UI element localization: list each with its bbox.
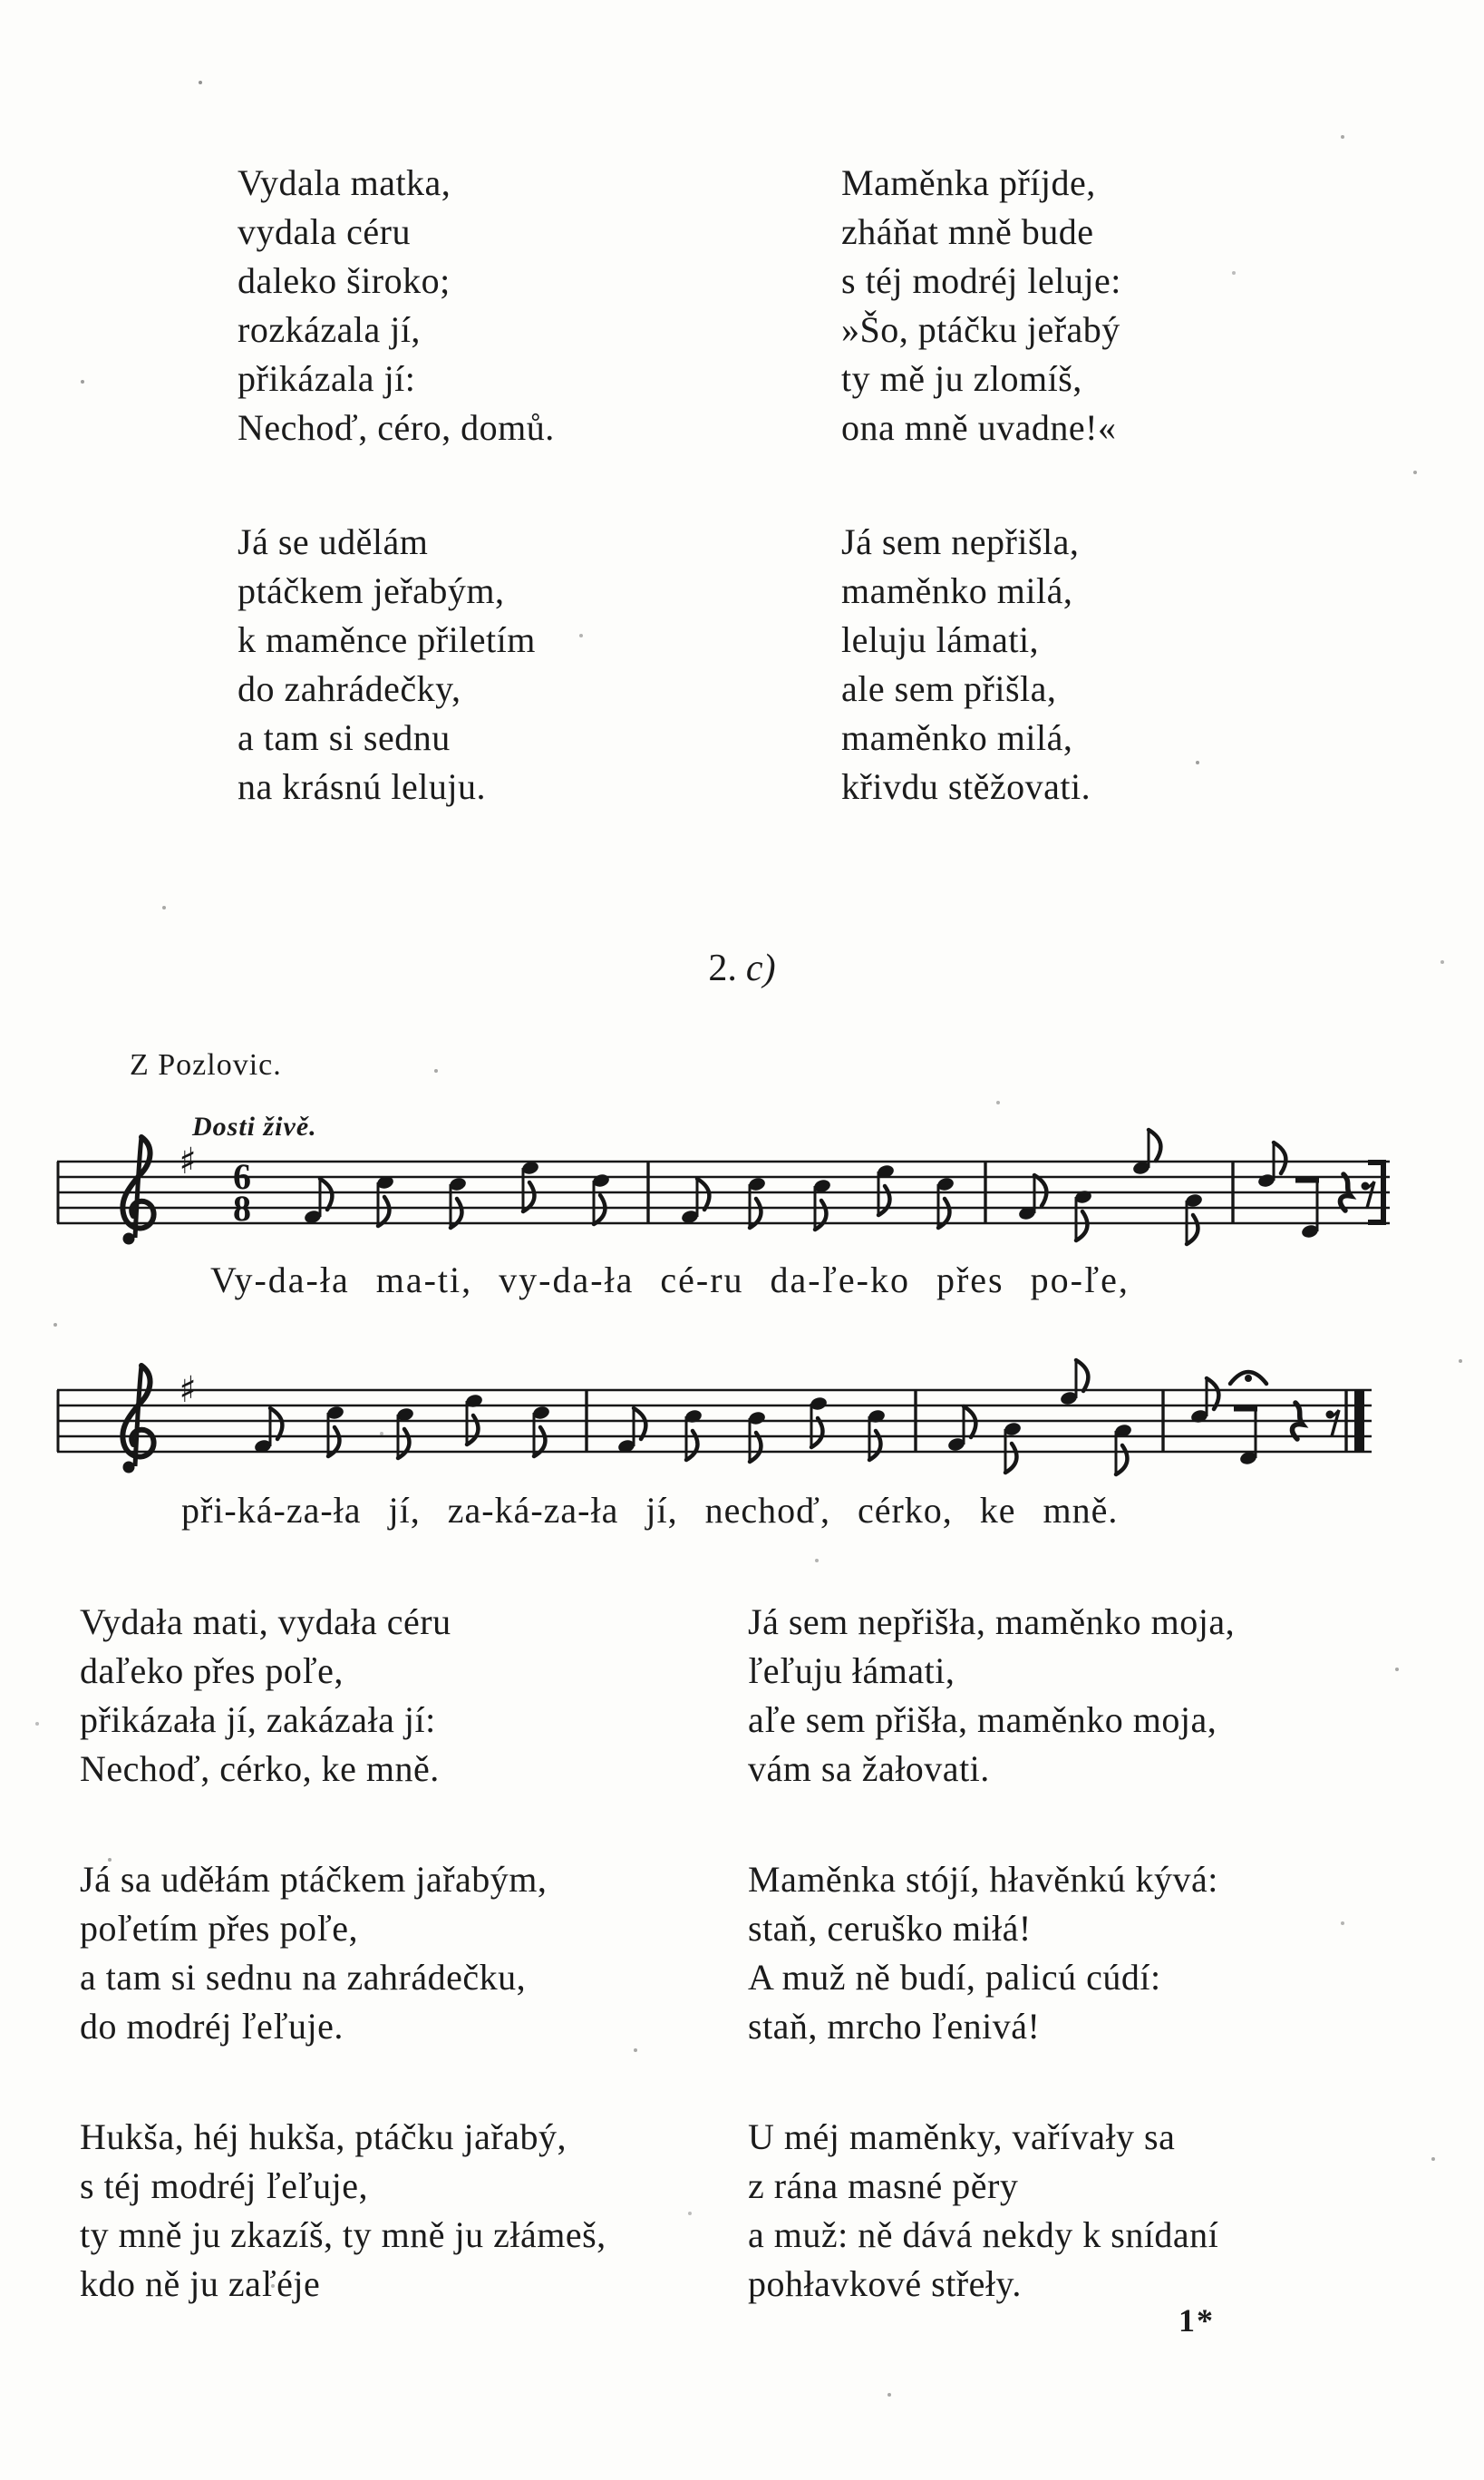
- verse-line: staň, mrcho ľenivá!: [748, 2006, 1041, 2047]
- eighth-flag-icon: [1034, 1175, 1046, 1206]
- verse-line: maměnko milá,: [841, 570, 1073, 611]
- top-right-column: [841, 159, 1121, 812]
- verse-line: ty mě ju zlomíš,: [841, 358, 1082, 399]
- time-signature-upper: 6: [233, 1156, 251, 1197]
- sharp-icon: ♯: [179, 1369, 197, 1411]
- treble-clef-icon: [123, 1233, 135, 1245]
- verse-line: přikázala jí:: [238, 358, 416, 399]
- verse-line: Maměnka stójí, hłavěnkú kývá:: [748, 1859, 1218, 1900]
- verse-line: leluju lámati,: [841, 619, 1040, 660]
- verse-line: zháňat mně bude: [841, 211, 1094, 252]
- verse-line: Já sa uděłám ptáčkem jařabým,: [80, 1859, 548, 1900]
- eighth-flag-icon: [1274, 1143, 1285, 1173]
- song-variant-letter: c): [745, 948, 776, 989]
- verse-line: ty mně ju zkazíš, ty mně ju złámeš,: [80, 2214, 606, 2255]
- verse-line: ale sem přišla,: [841, 668, 1057, 709]
- song-number: 2.: [708, 948, 737, 989]
- verse-line: Já sem nepřišła, maměnko moja,: [748, 1601, 1236, 1642]
- sharp-icon: ♯: [179, 1141, 197, 1182]
- verse-line: »Šo, ptáčku jeřabý: [841, 309, 1120, 350]
- partial-beam: [1234, 1405, 1257, 1412]
- tempo-marking: Dosti živě.: [192, 1112, 317, 1142]
- stanza: [80, 1598, 606, 1794]
- eighth-flag-icon: [1076, 1211, 1087, 1240]
- stanza: [748, 1598, 1235, 1794]
- final-barline-thick: [1354, 1389, 1364, 1453]
- verse-line: poľetím přes poľe,: [80, 1908, 358, 1949]
- verse-line: U méj maměnky, vařívały sa: [748, 2116, 1176, 2157]
- verse-line: na krásnú leluju.: [238, 766, 486, 807]
- verse-line: a muž: ně dává nekdy k snídaní: [748, 2214, 1219, 2255]
- verse-line: a tam si sednu: [238, 717, 451, 758]
- eighth-flag-icon: [1116, 1445, 1127, 1474]
- verse-line: daleko široko;: [238, 260, 451, 301]
- verse-line: vám sa žałovati.: [748, 1748, 990, 1789]
- verse-line: kdo ně ju zaľéje: [80, 2263, 321, 2304]
- music-staff-1: [50, 1123, 1401, 1281]
- treble-clef-icon: [123, 1462, 135, 1473]
- verse-line: rozkázala jí,: [238, 309, 421, 350]
- verse-line: ľeľuju łámati,: [748, 1650, 955, 1691]
- verse-line: aľe sem přišła, maměnko moja,: [748, 1699, 1217, 1740]
- song-number-heading: [0, 947, 1484, 990]
- verse-line: s téj modréj leluje:: [841, 260, 1121, 301]
- verse-line: ptáčkem jeřabým,: [238, 570, 505, 611]
- staff-1-lyrics: Vy-da-ła ma-ti, vy-da-ła cé-ru da-ľe-ko přes po-ľe,: [210, 1259, 1130, 1300]
- eighth-flag-icon: [594, 1195, 605, 1224]
- eighth-flag-icon: [1187, 1215, 1198, 1244]
- stanza: [841, 159, 1121, 452]
- staff-end-bracket: [1368, 1160, 1381, 1165]
- eighth-flag-icon: [378, 1197, 389, 1226]
- verse-line: Vydala matka,: [238, 162, 451, 203]
- song-source: Z Pozlovic.: [130, 1048, 282, 1082]
- eighth-flag-icon: [697, 1179, 709, 1210]
- verse-line: do zahrádečky,: [238, 668, 461, 709]
- verse-line: pohłavkové střeły.: [748, 2263, 1022, 2304]
- verse-line: k maměnce přiletím: [238, 619, 536, 660]
- verse-line: Hukša, héj hukša, ptáčku jařabý,: [80, 2116, 567, 2157]
- music-staff-1-svg: [50, 1123, 1401, 1281]
- verse-line: Nechoď, céro, domů.: [238, 407, 555, 448]
- verse-line: do modréj ľeľuje.: [80, 2006, 344, 2047]
- time-signature-lower: 8: [233, 1188, 251, 1229]
- eighth-flag-icon: [878, 1186, 889, 1215]
- eighth-flag-icon: [815, 1201, 826, 1230]
- eighth-flag-icon: [320, 1179, 332, 1210]
- verse-line: Maměnka příjde,: [841, 162, 1096, 203]
- verse-line: a tam si sednu na zahrádečku,: [80, 1957, 527, 1998]
- scan-noise: [0, 0, 2, 2]
- eighth-flag-icon: [1005, 1444, 1016, 1473]
- eighth-flag-icon: [634, 1408, 645, 1439]
- eighth-flag-icon: [1149, 1130, 1160, 1161]
- verse-line: Já se udělám: [238, 521, 429, 562]
- staff-end-bracket: [1381, 1160, 1386, 1225]
- verse-line: vydala céru: [238, 211, 411, 252]
- verse-line: křivdu stěžovati.: [841, 766, 1091, 807]
- verse-line: A muž ně budí, palicú cúdí:: [748, 1957, 1161, 1998]
- eighth-flag-icon: [811, 1418, 822, 1447]
- staff-end-bracket: [1368, 1220, 1381, 1225]
- page-signature-mark: 1*: [1178, 2302, 1215, 2339]
- verse-line: s téj modréj ľeľuje,: [80, 2165, 368, 2206]
- verse-line: přikázała jí, zakázała jí:: [80, 1699, 436, 1740]
- verse-line: ona mně uvadne!«: [841, 407, 1117, 448]
- verse-line: staň, ceruško miłá!: [748, 1908, 1032, 1949]
- fermata-icon: [1245, 1375, 1252, 1382]
- verse-line: maměnko milá,: [841, 717, 1073, 758]
- bottom-left-column: [80, 1598, 606, 2309]
- top-left-column: [238, 159, 555, 812]
- eighth-flag-icon: [1076, 1360, 1088, 1391]
- stanza: [80, 1855, 606, 2051]
- music-staff-2: [50, 1351, 1382, 1510]
- stanza: [841, 518, 1121, 812]
- verse-line: Nechoď, cérko, ke mně.: [80, 1748, 440, 1789]
- staff-2-lyrics: při-ká-za-ła jí, za-ká-za-ła jí, nechoď, cérko, ke mně.: [181, 1490, 1119, 1531]
- partial-beam: [1295, 1177, 1319, 1183]
- verse-line: Vydała mati, vydała céru: [80, 1601, 451, 1642]
- eighth-flag-icon: [398, 1429, 409, 1458]
- stanza: [238, 159, 555, 452]
- stanza: [238, 518, 555, 812]
- stanza: [748, 1855, 1235, 2051]
- verse-line: Já sem nepřišla,: [841, 521, 1080, 562]
- verse-line: daľeko přes poľe,: [80, 1650, 344, 1691]
- music-staff-2-svg: [50, 1351, 1382, 1510]
- stanza: [80, 2113, 606, 2309]
- bottom-right-column: [748, 1598, 1235, 2309]
- verse-line: z rána masné pěry: [748, 2165, 1019, 2206]
- stanza: [748, 2113, 1235, 2309]
- eighth-flag-icon: [270, 1408, 282, 1439]
